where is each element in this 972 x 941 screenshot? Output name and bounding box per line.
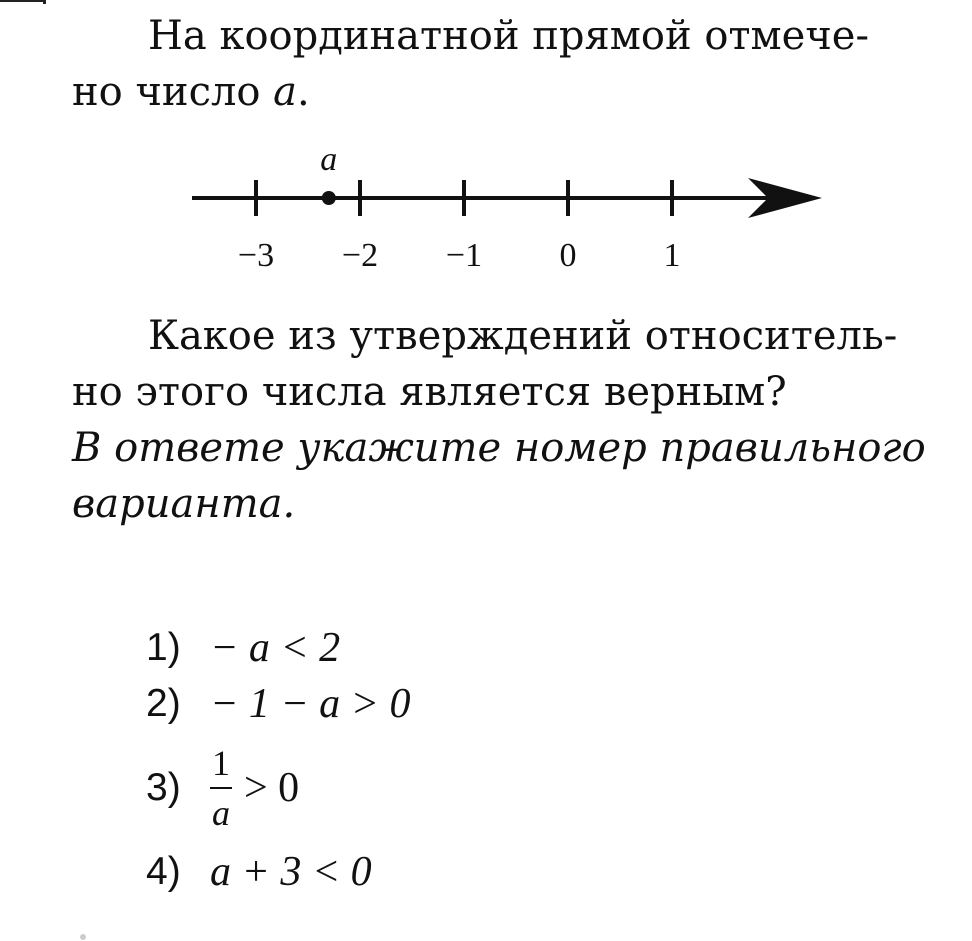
option-3 (146, 732, 846, 844)
page-edge-mark (80, 934, 86, 940)
option-2-expression: − 1 − a > 0 (210, 681, 411, 727)
intro-line-2 (72, 64, 952, 120)
intro-line-2-text: но число (72, 69, 274, 115)
tick-label: 0 (559, 237, 577, 274)
option-3-expression: > 0 (244, 765, 300, 811)
point-a-label: a (320, 141, 338, 178)
instruction-line-1: В ответе укажите номер правильного (72, 425, 926, 471)
intro-line-1: На координатной прямой отмече- (148, 13, 869, 59)
option-1-number: 1) (146, 626, 181, 669)
option-3-fraction-denominator: a (212, 793, 230, 833)
question-line-2: но этого числа является верным? (72, 369, 787, 415)
number-line (180, 140, 840, 280)
tick-label: 1 (663, 237, 681, 274)
option-3-fraction-numerator: 1 (212, 743, 230, 783)
option-4 (146, 844, 846, 900)
option-3-number: 3) (146, 766, 181, 809)
option-1 (146, 620, 846, 676)
tick-label: −2 (341, 237, 379, 274)
option-3-fraction-bar (210, 787, 232, 789)
intro-line-2-end: . (297, 69, 310, 115)
option-2-number: 2) (146, 682, 181, 725)
option-3-fraction (210, 743, 232, 833)
point-a (322, 191, 336, 205)
option-1-expression: − a < 2 (210, 625, 341, 671)
intro-text (72, 8, 952, 120)
tick-label: −3 (237, 237, 275, 274)
variable-a: a (273, 69, 298, 115)
question-line-1: Какое из утверждений относитель- (148, 313, 898, 359)
option-4-number: 4) (146, 850, 181, 893)
tick-label: −1 (445, 237, 483, 274)
option-4-expression: a + 3 < 0 (210, 849, 372, 895)
instruction-line-2: варианта. (72, 481, 296, 527)
number-line-ticks (238, 180, 681, 274)
question-text (72, 308, 952, 532)
option-2 (146, 676, 846, 732)
corner-mark (0, 0, 46, 4)
answer-options (146, 620, 846, 900)
